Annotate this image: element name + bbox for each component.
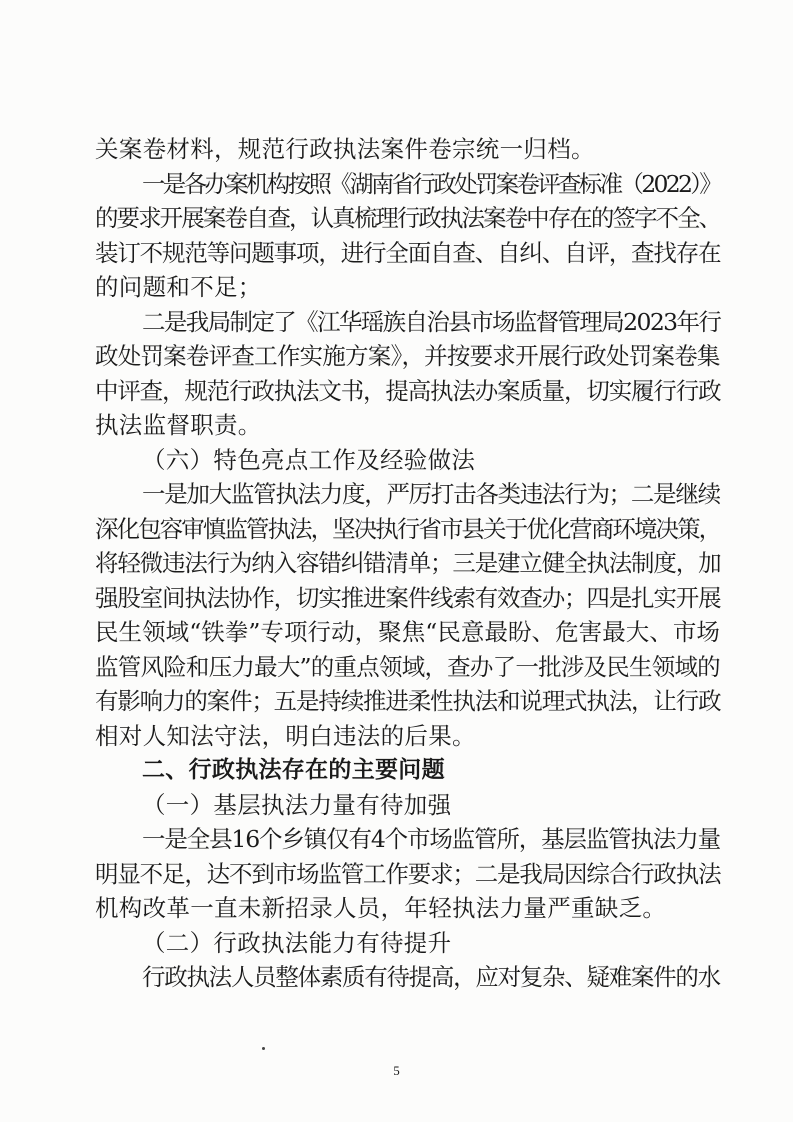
- text-line: 监管风险和压力最大”的重点领域，查办了一批涉及民生领域的: [95, 652, 720, 681]
- text-line: 一是各办案机构按照《湖南省行政处罚案卷评查标准（2022）》: [142, 169, 721, 198]
- scan-speck: [262, 1047, 265, 1050]
- document-body: [95, 132, 720, 995]
- text-line: 行政执法人员整体素质有待提高，应对复杂、疑难案件的水: [142, 963, 720, 991]
- text-line: 的问题和不足；: [95, 273, 262, 301]
- text-line: 民生领域“铁拳”专项行动，聚焦“民意最盼、危害最大、市场: [95, 618, 720, 646]
- text-line: 装订不规范等问题事项，进行全面自查、自纠、自评，查找存在: [95, 238, 721, 267]
- text-line: 中评查，规范行政执法文书，提高执法办案质量，切实履行行政: [95, 376, 721, 405]
- text-line: 强股室间执法协作，切实推进案件线索有效查办；四是扎实开展: [95, 583, 721, 612]
- text-line: （六）特色亮点工作及经验做法: [142, 445, 476, 474]
- text-line: 相对人知法守法，明白违法的后果。: [95, 721, 476, 750]
- text-line: 政处罚案卷评查工作实施方案》，并按要求开展行政处罚案卷集: [95, 342, 720, 370]
- text-line: 明显不足，达不到市场监管工作要求；二是我局因综合行政执法: [95, 859, 721, 888]
- text-line: 一是加大监管执法力度，严厉打击各类违法行为；二是继续: [142, 480, 720, 508]
- text-line: 的要求开展案卷自查，认真梳理行政执法案卷中存在的签字不全、: [95, 204, 721, 232]
- text-line: 一是全县16个乡镇仅有4个市场监管所，基层监管执法力量: [142, 825, 720, 853]
- text-line: 执法监督职责。: [95, 411, 262, 439]
- text-line: 关案卷材料，规范行政执法案件卷宗统一归档。: [95, 135, 595, 163]
- section-heading: 二、行政执法存在的主要问题: [142, 757, 445, 783]
- text-line: 二是我局制定了《江华瑶族自治县市场监督管理局2023年行: [142, 307, 721, 336]
- text-line: 将轻微违法行为纳入容错纠错清单；三是建立健全执法制度，加: [95, 549, 721, 577]
- text-line: 深化包容审慎监管执法，坚决执行省市县关于优化营商环境决策，: [95, 514, 721, 543]
- text-line: （二）行政执法能力有待提升: [142, 928, 452, 957]
- text-line: 有影响力的案件；五是持续推进柔性执法和说理式执法，让行政: [95, 687, 721, 715]
- page-number: 5: [393, 1063, 400, 1078]
- text-line: 机构改革一直未新招录人员，年轻执法力量严重缺乏。: [95, 894, 667, 922]
- text-line: （一）基层执法力量有待加强: [142, 790, 452, 819]
